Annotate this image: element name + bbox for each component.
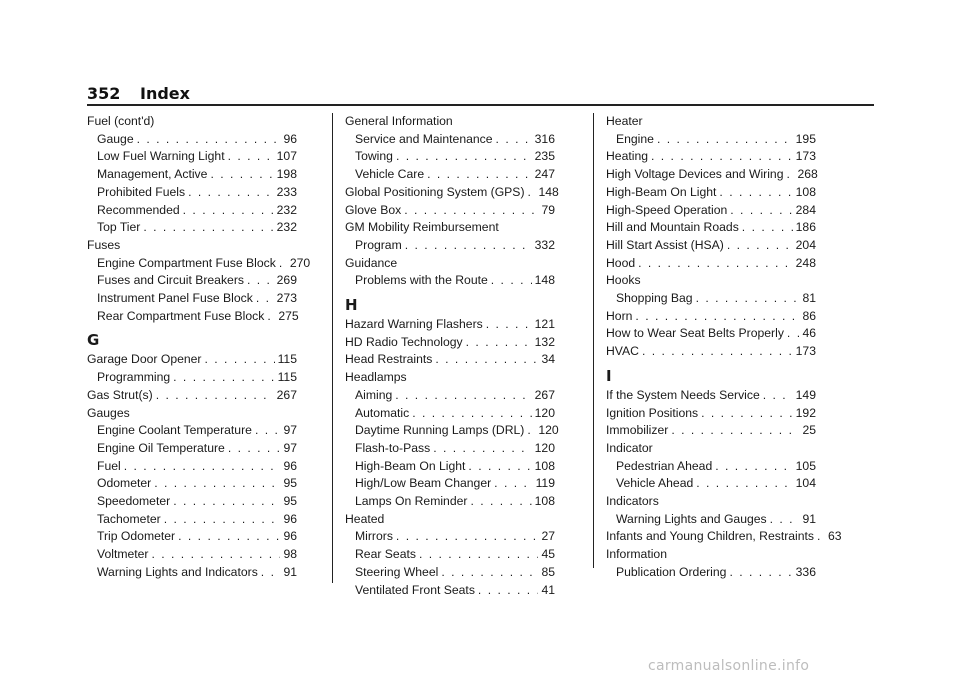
index-entry bbox=[606, 184, 816, 202]
entry-label: Voltmeter bbox=[97, 547, 149, 562]
index-column-2 bbox=[345, 113, 559, 599]
page-reference: 192 bbox=[795, 405, 816, 420]
page-reference: 81 bbox=[802, 291, 816, 306]
entry-label: Head Restraints bbox=[345, 352, 433, 367]
index-subentry bbox=[87, 166, 297, 184]
entry-label: Top Tier bbox=[97, 220, 141, 235]
header-rule bbox=[87, 104, 874, 106]
page-reference: 41 bbox=[541, 582, 555, 597]
entry-label: Speedometer bbox=[97, 494, 171, 509]
page-reference: 108 bbox=[534, 494, 555, 509]
dot-leader bbox=[730, 202, 792, 220]
index-subentry bbox=[345, 405, 555, 423]
index-subentry bbox=[87, 546, 297, 564]
page-reference: 97 bbox=[283, 440, 297, 455]
page-reference: 247 bbox=[534, 167, 555, 182]
index-subentry bbox=[345, 148, 555, 166]
index-subentry bbox=[87, 131, 297, 149]
index-subentry bbox=[606, 564, 816, 582]
entry-label: Prohibited Fuels bbox=[97, 184, 186, 199]
entry-label: Programming bbox=[97, 370, 171, 385]
index-entry bbox=[345, 202, 555, 220]
index-entry bbox=[87, 351, 297, 369]
dot-leader bbox=[787, 325, 800, 343]
dot-leader bbox=[528, 184, 536, 202]
entry-label: Gauge bbox=[97, 131, 134, 146]
entry-label: Hazard Warning Flashers bbox=[345, 317, 483, 332]
entry-label: Daytime Running Lamps (DRL) bbox=[355, 423, 525, 438]
page-reference: 97 bbox=[283, 423, 297, 438]
index-entry bbox=[606, 528, 842, 546]
dot-leader bbox=[404, 202, 538, 220]
index-entry bbox=[606, 219, 816, 237]
page-reference: 268 bbox=[797, 167, 818, 182]
dot-leader bbox=[696, 290, 800, 308]
index-heading: Fuses bbox=[87, 237, 121, 252]
index-subentry bbox=[345, 131, 555, 149]
index-heading: Indicators bbox=[606, 494, 659, 509]
entry-label: Towing bbox=[355, 149, 393, 164]
dot-leader bbox=[267, 308, 275, 326]
dot-leader bbox=[635, 308, 799, 326]
entry-label: Service and Maintenance bbox=[355, 131, 493, 146]
entry-label: Horn bbox=[606, 308, 633, 323]
entry-label: Engine bbox=[616, 131, 654, 146]
entry-label: High/Low Beam Changer bbox=[355, 476, 492, 491]
dot-leader bbox=[405, 237, 532, 255]
page-reference: 232 bbox=[276, 202, 297, 217]
index-subentry bbox=[606, 475, 816, 493]
index-heading: General Information bbox=[345, 114, 453, 128]
page-reference: 195 bbox=[795, 131, 816, 146]
page-reference: 120 bbox=[538, 423, 559, 438]
dot-leader bbox=[729, 564, 792, 582]
page-reference: 232 bbox=[276, 220, 297, 235]
dot-leader bbox=[719, 184, 792, 202]
page-reference: 120 bbox=[534, 405, 555, 420]
index-entry bbox=[606, 387, 816, 405]
index-subentry bbox=[345, 166, 555, 184]
dot-leader bbox=[228, 440, 281, 458]
entry-label: Engine Coolant Temperature bbox=[97, 423, 252, 438]
entry-label: Engine Oil Temperature bbox=[97, 440, 225, 455]
index-subentry bbox=[345, 387, 555, 405]
dot-leader bbox=[228, 148, 274, 166]
dot-leader bbox=[742, 219, 793, 237]
dot-leader bbox=[468, 458, 531, 476]
index-heading: Fuel (cont'd) bbox=[87, 114, 155, 128]
dot-leader bbox=[466, 334, 532, 352]
index-heading: Guidance bbox=[345, 255, 398, 270]
index-heading: Gauges bbox=[87, 405, 130, 420]
entry-label: Pedestrian Ahead bbox=[616, 458, 713, 473]
dot-leader bbox=[396, 528, 539, 546]
dot-leader bbox=[651, 148, 793, 166]
index-subentry bbox=[87, 493, 297, 511]
page-reference: 336 bbox=[795, 564, 816, 579]
page-reference: 148 bbox=[534, 273, 555, 288]
entry-label: Heating bbox=[606, 149, 649, 164]
index-entry bbox=[606, 308, 816, 326]
dot-leader bbox=[435, 351, 538, 369]
page-reference: 119 bbox=[535, 476, 555, 491]
index-subentry bbox=[345, 528, 555, 546]
dot-leader bbox=[727, 237, 793, 255]
entry-label: Instrument Panel Fuse Block bbox=[97, 291, 253, 306]
entry-label: Problems with the Route bbox=[355, 273, 488, 288]
index-subentry bbox=[87, 458, 297, 476]
index-subentry bbox=[87, 369, 297, 387]
dot-leader bbox=[478, 582, 539, 600]
dot-leader bbox=[787, 166, 795, 184]
dot-leader bbox=[173, 369, 274, 387]
dot-leader bbox=[701, 405, 793, 423]
entry-label: Rear Seats bbox=[355, 547, 416, 562]
page-reference: 105 bbox=[795, 458, 816, 473]
entry-label: Infants and Young Children, Restraints bbox=[606, 529, 815, 544]
page-reference: 96 bbox=[283, 529, 297, 544]
entry-label: Mirrors bbox=[355, 529, 393, 544]
dot-leader bbox=[715, 458, 792, 476]
index-entry bbox=[606, 237, 816, 255]
page-reference: 132 bbox=[534, 334, 555, 349]
page-reference: 120 bbox=[534, 440, 555, 455]
index-subentry bbox=[87, 255, 311, 273]
page-reference: 46 bbox=[802, 326, 816, 341]
page-reference: 104 bbox=[795, 476, 816, 491]
entry-label: Glove Box bbox=[345, 202, 402, 217]
entry-label: Fuel bbox=[97, 458, 121, 473]
entry-label: Trip Odometer bbox=[97, 529, 176, 544]
entry-label: Vehicle Care bbox=[355, 167, 425, 182]
entry-label: Management, Active bbox=[97, 167, 208, 182]
index-entry bbox=[606, 166, 816, 184]
page-title: Index bbox=[139, 84, 190, 103]
entry-label: Program bbox=[355, 237, 402, 252]
entry-label: HD Radio Technology bbox=[345, 334, 463, 349]
dot-leader bbox=[210, 166, 273, 184]
dot-leader bbox=[494, 475, 532, 493]
dot-leader bbox=[255, 422, 281, 440]
entry-label: Recommended bbox=[97, 202, 180, 217]
index-subentry bbox=[87, 148, 297, 166]
page-reference: 198 bbox=[276, 167, 297, 182]
dot-leader bbox=[770, 511, 800, 529]
index-entry bbox=[345, 316, 555, 334]
page-reference: 149 bbox=[795, 387, 816, 402]
index-subentry bbox=[87, 422, 297, 440]
index-heading: Heater bbox=[606, 114, 643, 128]
entry-label: Warning Lights and Gauges bbox=[616, 511, 767, 526]
entry-label: Ventilated Front Seats bbox=[355, 582, 475, 597]
entry-label: Aiming bbox=[355, 387, 393, 402]
page-reference: 248 bbox=[795, 255, 816, 270]
page-reference: 186 bbox=[795, 220, 816, 235]
dot-leader bbox=[247, 272, 274, 290]
dot-leader bbox=[486, 316, 532, 334]
page-reference: 316 bbox=[534, 131, 555, 146]
dot-leader bbox=[412, 405, 531, 423]
page-header bbox=[87, 84, 190, 103]
index-subentry bbox=[87, 475, 297, 493]
page-reference: 148 bbox=[538, 184, 559, 199]
dot-leader bbox=[441, 564, 538, 582]
page-reference: 284 bbox=[795, 202, 816, 217]
index-entry bbox=[345, 184, 559, 202]
dot-leader bbox=[143, 219, 273, 237]
entry-label: Hill Start Assist (HSA) bbox=[606, 237, 724, 252]
entry-label: How to Wear Seat Belts Properly bbox=[606, 326, 784, 341]
index-subentry bbox=[87, 511, 297, 529]
page-reference: 34 bbox=[541, 352, 555, 367]
page-reference: 96 bbox=[283, 458, 297, 473]
dot-leader bbox=[427, 166, 532, 184]
dot-leader bbox=[178, 528, 280, 546]
index-subentry bbox=[87, 184, 297, 202]
entry-label: Immobilizer bbox=[606, 423, 669, 438]
index-column-3 bbox=[606, 113, 842, 582]
index-subentry bbox=[87, 308, 297, 326]
page-reference: 233 bbox=[276, 184, 297, 199]
index-subentry bbox=[345, 475, 555, 493]
index-subentry bbox=[345, 440, 555, 458]
dot-leader bbox=[638, 255, 793, 273]
page-reference: 63 bbox=[828, 529, 842, 544]
index-subentry bbox=[87, 219, 297, 237]
page-reference: 115 bbox=[277, 370, 297, 385]
entry-label: Garage Door Opener bbox=[87, 352, 202, 367]
index-heading: Heated bbox=[345, 511, 385, 526]
entry-label: High-Beam On Light bbox=[606, 184, 717, 199]
page-reference: 79 bbox=[541, 202, 555, 217]
page-reference: 267 bbox=[276, 387, 297, 402]
index-subentry bbox=[345, 564, 555, 582]
dot-leader bbox=[671, 422, 799, 440]
dot-leader bbox=[396, 148, 532, 166]
dot-leader bbox=[657, 131, 793, 149]
page-reference: 98 bbox=[283, 547, 297, 562]
index-subentry bbox=[345, 582, 555, 600]
index-entry bbox=[606, 325, 816, 343]
entry-label: High-Beam On Light bbox=[355, 458, 466, 473]
column-divider-1 bbox=[332, 113, 333, 583]
page-reference: 173 bbox=[795, 344, 816, 359]
page-reference: 270 bbox=[289, 255, 311, 270]
watermark: carmanualsonline.info bbox=[648, 658, 810, 674]
index-subentry bbox=[345, 237, 555, 255]
page-reference: 332 bbox=[534, 237, 555, 252]
index-subentry bbox=[87, 202, 297, 220]
index-entry bbox=[606, 255, 816, 273]
page-reference: 95 bbox=[283, 476, 297, 491]
entry-label: Engine Compartment Fuse Block bbox=[97, 255, 276, 270]
page-reference: 267 bbox=[534, 387, 555, 402]
entry-label: Hill and Mountain Roads bbox=[606, 220, 739, 235]
dot-leader bbox=[205, 351, 275, 369]
dot-leader bbox=[763, 387, 793, 405]
page-reference: 45 bbox=[541, 547, 555, 562]
entry-label: High Voltage Devices and Wiring bbox=[606, 167, 784, 182]
page-reference: 27 bbox=[541, 529, 555, 544]
index-heading: Headlamps bbox=[345, 370, 407, 385]
page-reference: 85 bbox=[541, 564, 555, 579]
page-reference: 235 bbox=[534, 149, 555, 164]
entry-label: Fuses and Circuit Breakers bbox=[97, 273, 244, 288]
index-entry bbox=[606, 148, 816, 166]
entry-label: Steering Wheel bbox=[355, 564, 439, 579]
index-subentry bbox=[345, 458, 555, 476]
index-entry bbox=[606, 422, 816, 440]
index-subentry bbox=[606, 290, 816, 308]
page-reference: 121 bbox=[534, 317, 555, 332]
index-subentry bbox=[606, 511, 816, 529]
index-subentry bbox=[345, 422, 559, 440]
dot-leader bbox=[188, 184, 274, 202]
dot-leader bbox=[137, 131, 281, 149]
dot-leader bbox=[433, 440, 531, 458]
index-heading: Information bbox=[606, 547, 667, 562]
page-reference: 25 bbox=[802, 423, 816, 438]
page-reference: 91 bbox=[283, 564, 297, 579]
entry-label: High-Speed Operation bbox=[606, 202, 728, 217]
index-entry bbox=[606, 343, 816, 361]
entry-label: Warning Lights and Indicators bbox=[97, 564, 258, 579]
index-subentry bbox=[87, 528, 297, 546]
entry-label: If the System Needs Service bbox=[606, 387, 760, 402]
dot-leader bbox=[527, 422, 535, 440]
entry-label: Low Fuel Warning Light bbox=[97, 149, 225, 164]
dot-leader bbox=[395, 387, 531, 405]
index-entry bbox=[345, 351, 555, 369]
dot-leader bbox=[183, 202, 274, 220]
entry-label: Flash-to-Pass bbox=[355, 440, 431, 455]
section-letter: G bbox=[87, 331, 100, 350]
entry-label: Rear Compartment Fuse Block bbox=[97, 308, 265, 323]
page-reference: 269 bbox=[276, 273, 297, 288]
index-subentry bbox=[87, 290, 297, 308]
page-number: 352 bbox=[87, 84, 121, 103]
entry-label: Automatic bbox=[355, 405, 410, 420]
index-entry bbox=[606, 405, 816, 423]
index-column-1 bbox=[87, 113, 311, 582]
index-subentry bbox=[606, 458, 816, 476]
entry-label: Hood bbox=[606, 255, 636, 270]
index-heading: GM Mobility Reimbursement bbox=[345, 220, 499, 235]
dot-leader bbox=[496, 131, 532, 149]
page-reference: 107 bbox=[276, 149, 297, 164]
index-subentry bbox=[345, 546, 555, 564]
page-reference: 273 bbox=[276, 291, 297, 306]
index-subentry bbox=[87, 440, 297, 458]
section-letter: H bbox=[345, 296, 358, 315]
page-reference: 96 bbox=[283, 131, 297, 146]
index-subentry bbox=[345, 272, 555, 290]
dot-leader bbox=[491, 272, 532, 290]
page-reference: 96 bbox=[283, 511, 297, 526]
entry-label: Vehicle Ahead bbox=[616, 476, 694, 491]
page-reference: 115 bbox=[277, 352, 297, 367]
dot-leader bbox=[419, 546, 538, 564]
index-subentry bbox=[87, 272, 297, 290]
dot-leader bbox=[151, 546, 280, 564]
entry-label: Publication Ordering bbox=[616, 564, 727, 579]
page-reference: 108 bbox=[795, 184, 816, 199]
dot-leader bbox=[279, 255, 287, 273]
dot-leader bbox=[696, 475, 792, 493]
dot-leader bbox=[261, 564, 281, 582]
entry-label: Tachometer bbox=[97, 511, 161, 526]
page-reference: 275 bbox=[278, 308, 299, 323]
page-reference: 173 bbox=[795, 149, 816, 164]
entry-label: HVAC bbox=[606, 344, 639, 359]
index-subentry bbox=[345, 493, 555, 511]
section-letter: I bbox=[606, 366, 612, 385]
dot-leader bbox=[173, 493, 280, 511]
dot-leader bbox=[164, 511, 281, 529]
index-heading: Indicator bbox=[606, 440, 653, 455]
index-heading: Hooks bbox=[606, 273, 641, 288]
index-entry bbox=[87, 387, 297, 405]
entry-label: Odometer bbox=[97, 476, 152, 491]
page-reference: 86 bbox=[802, 308, 816, 323]
index-entry bbox=[606, 202, 816, 220]
dot-leader bbox=[256, 290, 274, 308]
dot-leader bbox=[817, 528, 825, 546]
entry-label: Global Positioning System (GPS) bbox=[345, 184, 525, 199]
entry-label: Gas Strut(s) bbox=[87, 387, 153, 402]
page-reference: 95 bbox=[283, 494, 297, 509]
page-reference: 204 bbox=[795, 237, 816, 252]
index-subentry bbox=[606, 131, 816, 149]
page-reference: 91 bbox=[802, 511, 816, 526]
dot-leader bbox=[642, 343, 793, 361]
page-reference: 108 bbox=[534, 458, 555, 473]
dot-leader bbox=[470, 493, 531, 511]
index-subentry bbox=[87, 564, 297, 582]
entry-label: Shopping Bag bbox=[616, 291, 693, 306]
column-divider-2 bbox=[593, 113, 594, 568]
index-entry bbox=[345, 334, 555, 352]
entry-label: Lamps On Reminder bbox=[355, 494, 468, 509]
dot-leader bbox=[124, 458, 281, 476]
dot-leader bbox=[154, 475, 280, 493]
entry-label: Ignition Positions bbox=[606, 405, 699, 420]
dot-leader bbox=[156, 387, 274, 405]
